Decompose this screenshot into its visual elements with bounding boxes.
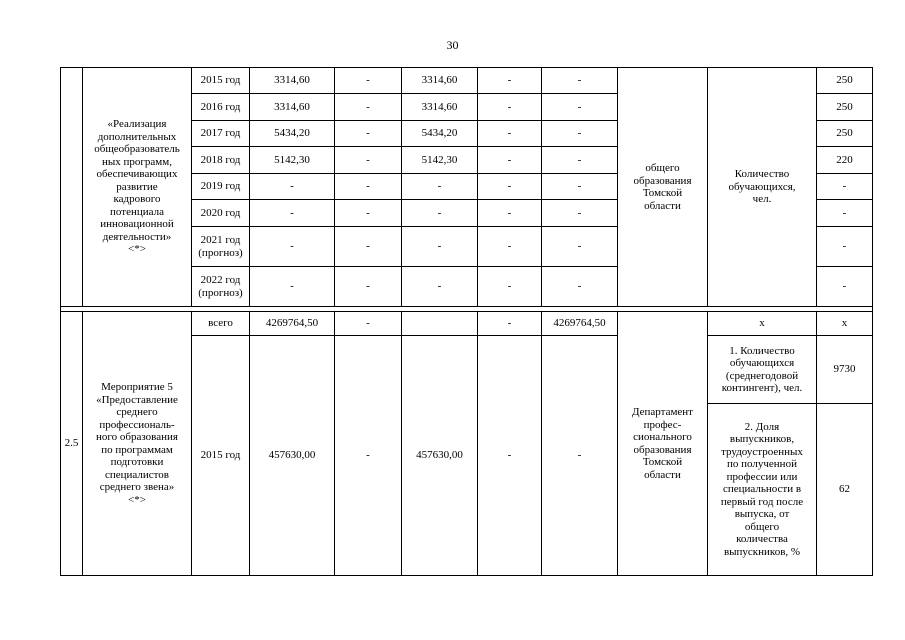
- indicator-value: 250: [817, 68, 873, 94]
- total-cell: 3314,60: [250, 94, 335, 121]
- regional-cell: 457630,00: [402, 336, 478, 576]
- total-cell: -: [250, 267, 335, 307]
- regional-cell: 3314,60: [402, 94, 478, 121]
- activity-name: Мероприятие 5 «Предоставление среднего профессиональ- ного образования по программам подготовки специалистов среднего звена» <*>: [83, 312, 192, 576]
- regional-cell: [402, 312, 478, 336]
- total-cell: -: [250, 174, 335, 200]
- year-cell: 2017 год: [192, 121, 250, 147]
- table-row: [61, 68, 873, 94]
- local-cell: -: [478, 227, 542, 267]
- indicator-value: х: [817, 312, 873, 336]
- local-cell: -: [478, 267, 542, 307]
- year-cell: 2020 год: [192, 200, 250, 227]
- total-cell: 3314,60: [250, 68, 335, 94]
- other-cell: -: [542, 336, 618, 576]
- regional-cell: 5434,20: [402, 121, 478, 147]
- other-cell: -: [542, 227, 618, 267]
- page-number: 30: [446, 38, 459, 52]
- other-cell: -: [542, 147, 618, 174]
- indicator-value: -: [817, 174, 873, 200]
- local-cell: -: [478, 147, 542, 174]
- other-cell: -: [542, 200, 618, 227]
- indicator-value: 250: [817, 94, 873, 121]
- executor-cell: общего образования Томской области: [618, 68, 708, 307]
- year-cell: 2015 год: [192, 68, 250, 94]
- other-cell: -: [542, 94, 618, 121]
- indicator-value: 250: [817, 121, 873, 147]
- indicator-value: -: [817, 267, 873, 307]
- federal-cell: -: [335, 336, 402, 576]
- federal-cell: -: [335, 68, 402, 94]
- indicator-value: 9730: [817, 336, 873, 404]
- program-table: [60, 67, 873, 576]
- other-cell: -: [542, 121, 618, 147]
- federal-cell: -: [335, 174, 402, 200]
- indicator-cell: Количество обучающихся, чел.: [708, 68, 817, 307]
- total-cell: 4269764,50: [250, 312, 335, 336]
- year-cell: 2019 год: [192, 174, 250, 200]
- total-cell: 5434,20: [250, 121, 335, 147]
- regional-cell: -: [402, 227, 478, 267]
- federal-cell: -: [335, 312, 402, 336]
- row-number-cell: [61, 68, 83, 307]
- regional-cell: -: [402, 174, 478, 200]
- local-cell: -: [478, 174, 542, 200]
- total-cell: -: [250, 200, 335, 227]
- indicator-cell: х: [708, 312, 817, 336]
- indicator-value: 220: [817, 147, 873, 174]
- federal-cell: -: [335, 94, 402, 121]
- row-number-cell: 2.5: [61, 312, 83, 576]
- indicator-cell: 2. Доля выпускников, трудоустроенных по полученной профессии или специальности в первый год после выпуска, от общего количества выпускников, %: [708, 404, 817, 576]
- year-cell: 2022 год (прогноз): [192, 267, 250, 307]
- total-cell: 457630,00: [250, 336, 335, 576]
- year-cell: 2015 год: [192, 336, 250, 576]
- local-cell: -: [478, 94, 542, 121]
- federal-cell: -: [335, 200, 402, 227]
- regional-cell: 5142,30: [402, 147, 478, 174]
- year-cell: 2021 год (прогноз): [192, 227, 250, 267]
- local-cell: -: [478, 200, 542, 227]
- executor-cell: Департамент профес- сионального образования Томской области: [618, 312, 708, 576]
- indicator-value: 62: [817, 404, 873, 576]
- regional-cell: -: [402, 267, 478, 307]
- federal-cell: -: [335, 267, 402, 307]
- other-cell: -: [542, 68, 618, 94]
- activity-name: «Реализация дополнительных общеобразователь ных программ, обеспечивающих развитие кадрового потенциала инновационной деятельности» <*>: [83, 68, 192, 307]
- total-cell: -: [250, 227, 335, 267]
- other-cell: 4269764,50: [542, 312, 618, 336]
- indicator-value: -: [817, 200, 873, 227]
- total-cell: 5142,30: [250, 147, 335, 174]
- federal-cell: -: [335, 121, 402, 147]
- indicator-value: -: [817, 227, 873, 267]
- local-cell: -: [478, 336, 542, 576]
- local-cell: -: [478, 68, 542, 94]
- local-cell: -: [478, 121, 542, 147]
- federal-cell: -: [335, 227, 402, 267]
- total-label-cell: всего: [192, 312, 250, 336]
- regional-cell: -: [402, 200, 478, 227]
- indicator-cell: 1. Количество обучающихся (среднегодовой контингент), чел.: [708, 336, 817, 404]
- other-cell: -: [542, 174, 618, 200]
- other-cell: -: [542, 267, 618, 307]
- federal-cell: -: [335, 147, 402, 174]
- year-cell: 2018 год: [192, 147, 250, 174]
- year-cell: 2016 год: [192, 94, 250, 121]
- table-row: [61, 312, 873, 336]
- local-cell: -: [478, 312, 542, 336]
- regional-cell: 3314,60: [402, 68, 478, 94]
